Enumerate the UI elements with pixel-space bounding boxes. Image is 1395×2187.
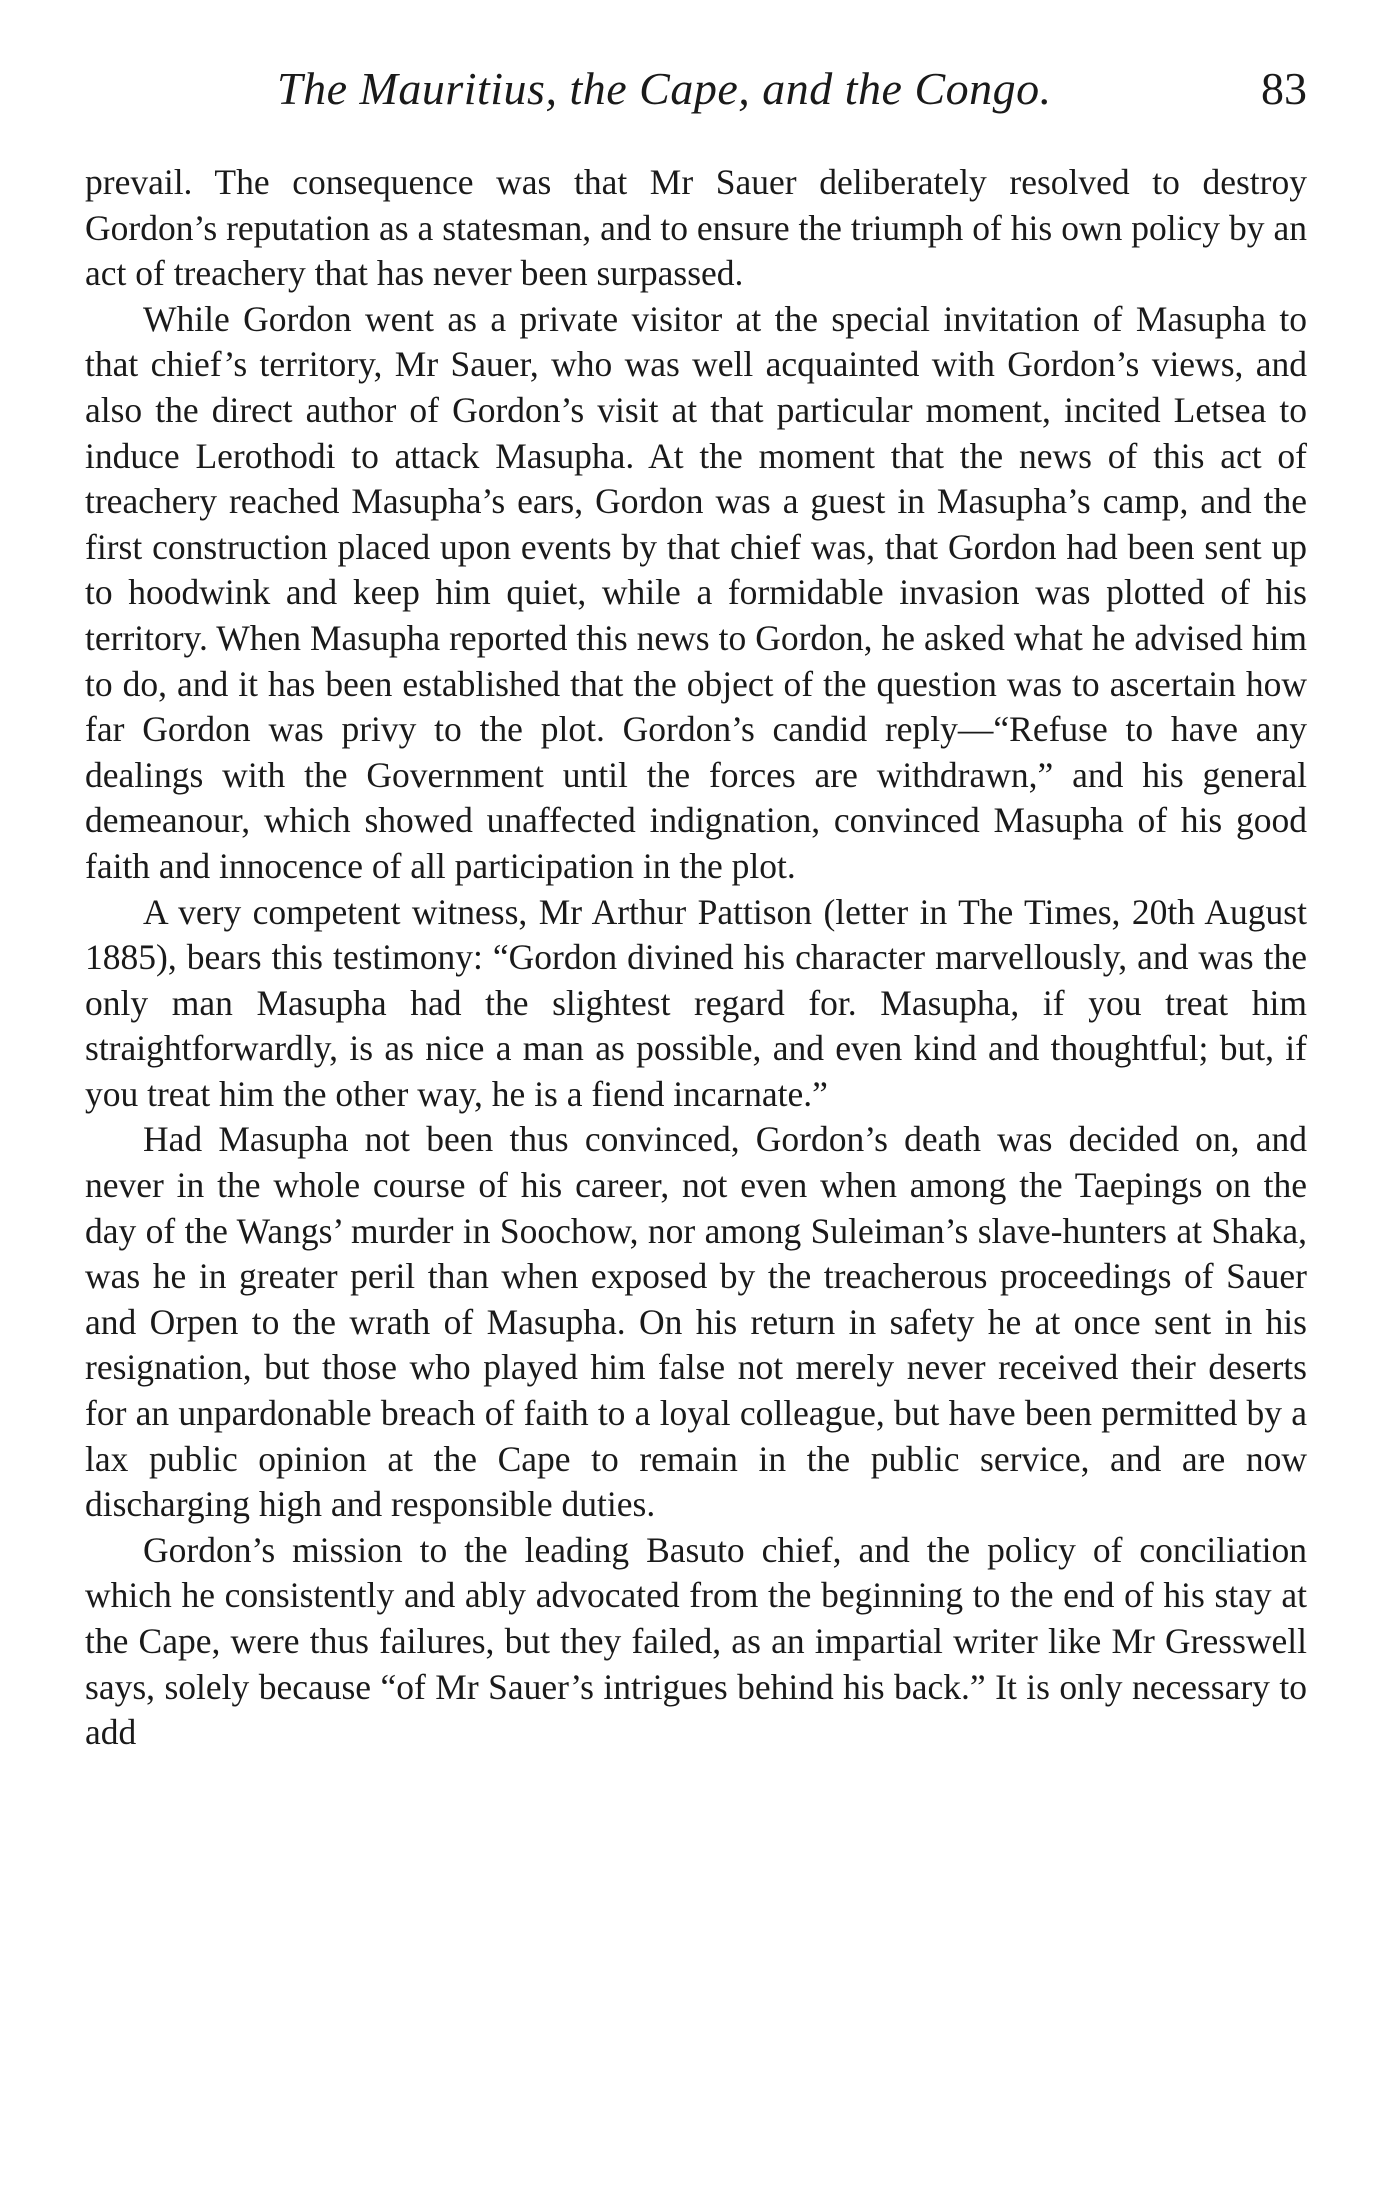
running-title: The Mauritius, the Cape, and the Congo. (277, 63, 1052, 114)
running-head (85, 62, 1307, 122)
body-text (85, 160, 1307, 1756)
paragraph-1: prevail. The consequence was that Mr Sauer deliberately resolved to destroy Gordon’s reputation as a statesman, and to ensure the triumph of his own policy by an act of treachery that has never been surpassed. (85, 162, 1307, 294)
paragraph-3: A very competent witness, Mr Arthur Pattison (letter in The Times, 20th August 1885), bears this testimony: “Gordon divined his character marvellously, and was the only man Masupha had the slightest regard for. Masupha, if you treat him straightforwardly, is as nice a man as possible, and even kind and thoughtful; but, if you treat him the other way, he is a fiend incarnate.” (85, 891, 1307, 1114)
page-number: 83 (1261, 63, 1307, 114)
paragraph-4: Had Masupha not been thus convinced, Gordon’s death was decided on, and never in the whole course of his career, not even when among the Taepings on the day of the Wangs’ murder in Soochow, nor among Suleiman’s slave-hunters at Shaka, was he in greater peril than when exposed by the treacherous proceedings of Sauer and Orpen to the wrath of Masupha. On his return in safety he at once sent in his resignation, but those who played him false not merely never received their deserts for an unpardonable breach of faith to a loyal colleague, but have been permitted by a lax public opinion at the Cape to remain in the public service, and are now discharging high and responsible duties. (85, 1119, 1307, 1525)
paragraph-5: Gordon’s mission to the leading Basuto chief, and the policy of conciliation which he consistently and ably advocated from the beginning to the end of his stay at the Cape, were thus failures, but they failed, as an impartial writer like Mr Gresswell says, solely because “of Mr Sauer’s intrigues behind his back.” It is only necessary to add (85, 1529, 1307, 1753)
paragraph-2: While Gordon went as a private visitor at the special invitation of Masupha to that chief’s territory, Mr Sauer, who was well acquainted with Gordon’s views, and also the direct author of Gordon’s visit at that particular moment, incited Letsea to induce Lerothodi to attack Masupha. At the moment that the news of this act of treachery reached Masupha’s ears, Gordon was a guest in Masupha’s camp, and the first construction placed upon events by that chief was, that Gordon had been sent up to hoodwink and keep him quiet, while a formidable invasion was plotted of his territory. When Masupha reported this news to Gordon, he asked what he advised him to do, and it has been established that the object of the question was to ascertain how far Gordon was privy to the plot. Gordon’s candid reply—“Refuse to have any dealings with the Government until the forces are withdrawn,” and his general demeanour, which showed unaffected indignation, convinced Masupha of his good faith and innocence of all participation in the plot. (85, 298, 1307, 886)
